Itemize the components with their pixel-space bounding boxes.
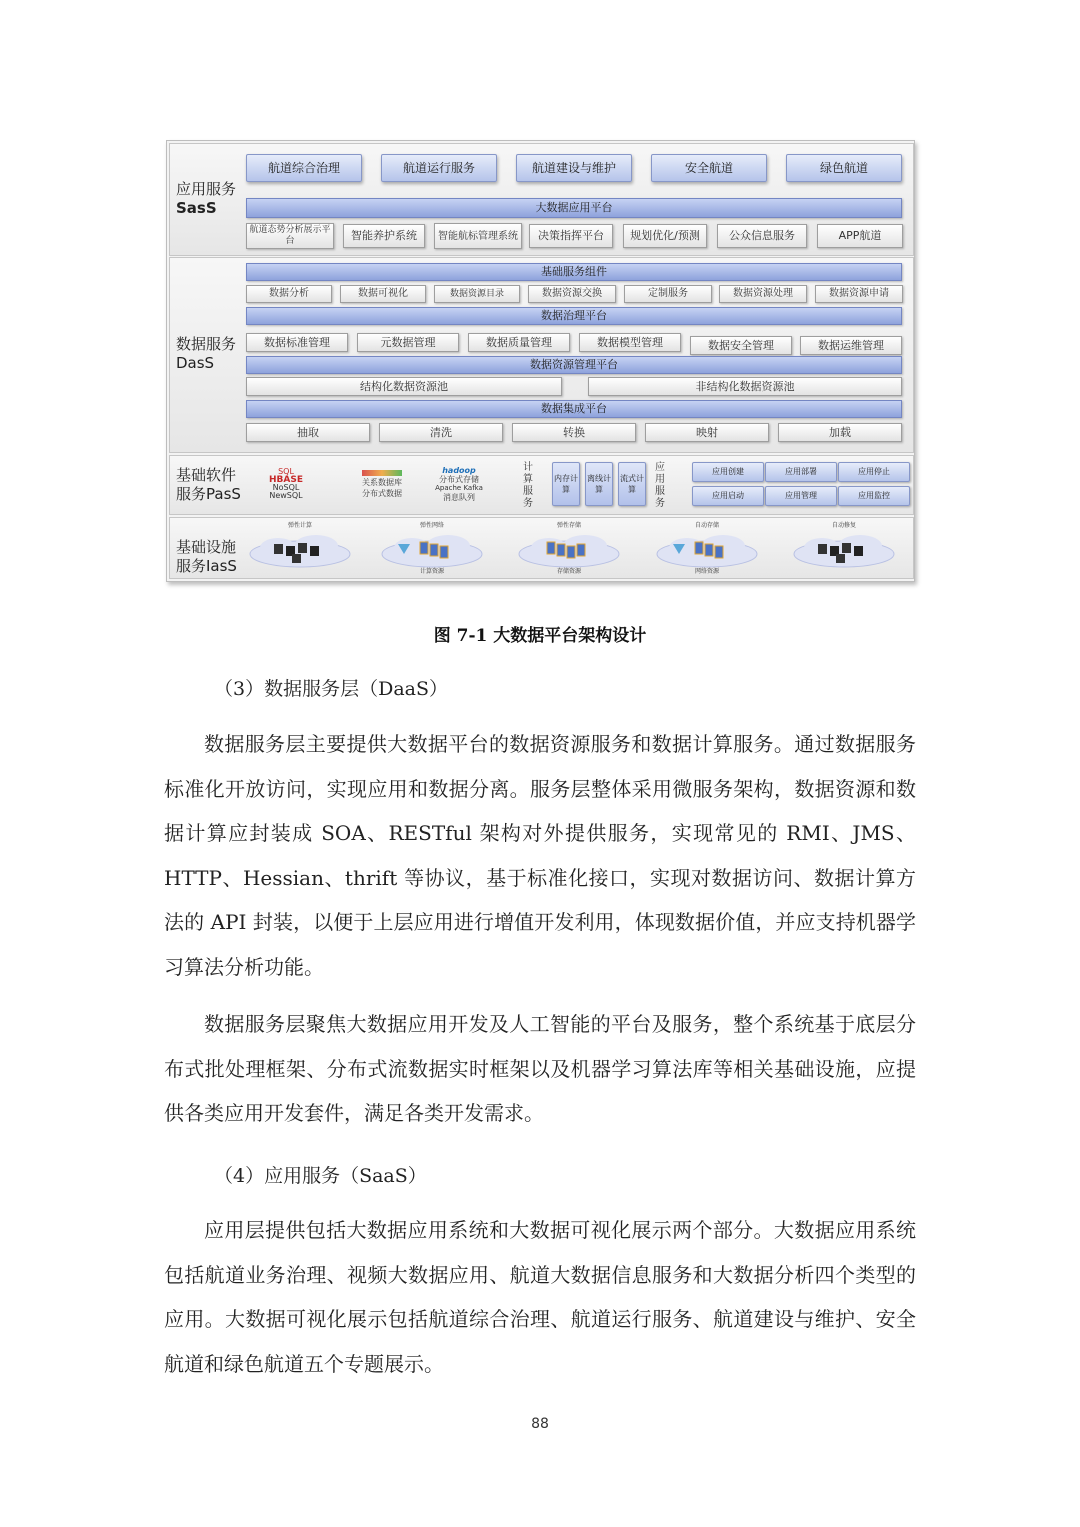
paragraph-saas-1: 应用层提供包括大数据应用系统和大数据可视化展示两个部分。大数据应用系统包括航道业务治理、视频大数据应用、航道大数据信息服务和大数据分析四个类型的应用。大数据可视化展示包括航道综合治理、航道运行服务、航道建设与维护、安全航道和绿色航道五个专题展示。 <box>164 1218 916 1376</box>
saas-sub-button: 智能航标管理系统 <box>434 223 522 249</box>
saas-sub-button: 智能养护系统 <box>343 224 425 248</box>
governance-item: 数据质量管理 <box>468 333 570 352</box>
cloud-bottom-label: 计算资源 <box>420 568 445 575</box>
cloud-top-label: 自动存储 <box>695 522 720 529</box>
saas-sub-button: 公众信息服务 <box>717 224 807 248</box>
app-op: 应用监控 <box>838 486 910 506</box>
governance-item: 数据运维管理 <box>800 336 902 355</box>
cloud-bottom-label: 存储资源 <box>557 568 582 575</box>
cloud-top-label: 弹性存储 <box>557 522 582 529</box>
governance-item: 数据安全管理 <box>690 336 792 355</box>
component-item: 数据资源申请 <box>815 285 903 303</box>
integration-item: 清洗 <box>379 423 503 442</box>
governance-item: 元数据管理 <box>357 333 459 352</box>
component-item: 数据资源目录 <box>434 285 520 303</box>
component-item: 数据资源处理 <box>719 285 807 303</box>
cloud-icon <box>655 522 759 575</box>
app-service-label: 应用服务 <box>655 462 665 509</box>
component-item: 数据资源交换 <box>528 285 616 303</box>
daas-label: 数据服务 DasS <box>176 335 237 372</box>
paragraph-daas-1: 数据服务层主要提供大数据平台的数据资源服务和数据计算服务。通过数据服务标准化开放访问，实现应用和数据分离。服务层整体采用微服务架构，数据资源和数据计算应封装成 SOA、RESTful 架构对外提供服务，实现常见的 RMI、JMS、HTTP、Hessian、thrift 等协议，基于标准化接口，实现对数据访问、数据计算方法的 API 封装，以便于上层应用进行增值开发利用，体现数据价值，并应支持机器学习算法分析功能。 <box>164 732 916 979</box>
compute-label: 计算服务 <box>523 462 533 509</box>
page-number: 88 <box>531 1416 549 1432</box>
saas-sub-button: APP航道 <box>817 224 903 248</box>
cloud-icon <box>248 522 352 570</box>
governance-item: 数据模型管理 <box>579 333 681 352</box>
integration-item: 加载 <box>778 423 902 442</box>
compute-item: 离线计算 <box>585 462 613 506</box>
figure-caption: 图 7-1 大数据平台架构设计 <box>433 626 647 646</box>
saas-layer <box>169 143 914 256</box>
component-item: 定制服务 <box>624 285 712 303</box>
component-item: 数据分析 <box>246 285 332 303</box>
iaas-label: 基础设施 服务IasS <box>176 538 237 575</box>
architecture-figure <box>166 140 915 582</box>
app-op: 应用创建 <box>692 462 764 482</box>
data-pool: 结构化数据资源池 <box>246 377 562 396</box>
saas-label: 应用服务 SasS <box>176 180 237 217</box>
daas-layer <box>169 257 914 453</box>
storage-logo: hadoop 分布式存储 Apache Kafka 消息队列 <box>435 466 483 502</box>
cloud-top-label: 弹性计算 <box>288 522 313 529</box>
cloud-top-label: 弹性网络 <box>420 522 445 529</box>
cloud-bottom-label: 网络资源 <box>695 568 720 575</box>
components-bar: 基础服务组件 <box>246 263 902 281</box>
database-logo: 关系数据库 分布式数据 <box>356 470 408 499</box>
saas-top-button: 安全航道 <box>651 154 767 182</box>
paas-label: 基础软件 服务PasS <box>176 466 241 503</box>
governance-bar: 数据治理平台 <box>246 307 902 325</box>
app-op: 应用管理 <box>765 486 837 506</box>
saas-sub-button: 决策指挥平台 <box>529 224 613 248</box>
saas-top-button: 绿色航道 <box>786 154 902 182</box>
saas-top-button: 航道综合治理 <box>246 154 362 182</box>
saas-sub-button: 航道态势分析展示平台 <box>246 223 334 249</box>
data-pool: 非结构化数据资源池 <box>588 377 902 396</box>
component-item: 数据可视化 <box>340 285 426 303</box>
governance-item: 数据标准管理 <box>246 333 348 352</box>
resource-bar: 数据资源管理平台 <box>246 356 902 374</box>
section-heading-daas: （3）数据服务层（DaaS） <box>214 678 448 700</box>
saas-sub-button: 规划优化/预测 <box>623 224 707 248</box>
app-op: 应用停止 <box>838 462 910 482</box>
nosql-logo: SQL HBASE NoSQL NewSQL <box>269 467 303 500</box>
compute-item: 内存计算 <box>552 462 580 506</box>
cloud-icon <box>792 522 896 570</box>
cloud-top-label: 自动修复 <box>832 522 857 529</box>
integration-item: 转换 <box>512 423 636 442</box>
app-op: 应用部署 <box>765 462 837 482</box>
integration-item: 映射 <box>645 423 769 442</box>
iaas-layer <box>169 517 914 579</box>
cloud-icon <box>380 522 484 575</box>
saas-top-button: 航道运行服务 <box>381 154 497 182</box>
platform-bar: 大数据应用平台 <box>246 198 902 218</box>
integration-item: 抽取 <box>246 423 370 442</box>
app-op: 应用启动 <box>692 486 764 506</box>
compute-item: 流式计算 <box>618 462 646 506</box>
cloud-icon <box>517 522 621 575</box>
saas-top-button: 航道建设与维护 <box>516 154 632 182</box>
integration-bar: 数据集成平台 <box>246 400 902 418</box>
section-heading-saas: （4）应用服务（SaaS） <box>214 1165 427 1187</box>
paas-layer <box>169 455 914 515</box>
paragraph-daas-2: 数据服务层聚焦大数据应用开发及人工智能的平台及服务，整个系统基于底层分布式批处理框架、分布式流数据实时框架以及机器学习算法库等相关基础设施，应提供各类应用开发套件，满足各类开发需求。 <box>164 1012 916 1126</box>
